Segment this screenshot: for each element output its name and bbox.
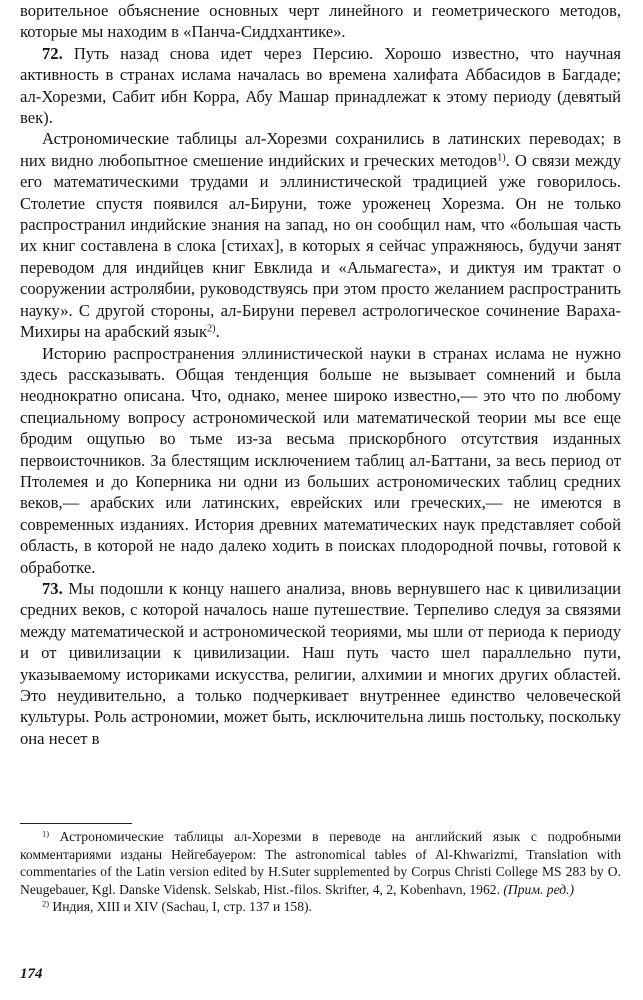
footnote-2 bbox=[20, 898, 621, 916]
paragraph-text: Историю распространения эллинистической науки в странах ислама не нужно здесь рассказывать. Общая тенденция больше не вызывает сомнений и была неоднократно описана. Что, однако, менее широко известно,— это что по любому специальному вопросу астрономической или математической теории мы все еще бродим ощупью во тьме из-за весьма прискорбного отсутствия изданных первоисточников. За блестящим исключением таблиц ал-Баттани, за весь период от Птолемея и до Коперника ни одни из больших астрономических таблиц средних веков,— арабских или латинских, еврейских или греческих,— не имеются в современных изданиях. История древних математических наук представляет собой область, в которой не надо далеко ходить в поисках плодородной почвы, готовой к обработке. bbox=[20, 343, 621, 577]
page-number: 174 bbox=[20, 966, 43, 982]
paragraph-text: . bbox=[215, 322, 220, 342]
paragraph-text: Астрономические таблицы ал-Хорезми сохранились в латинских переводах; в них видно любопытное смешение индийских и греческих методов bbox=[20, 129, 621, 170]
paragraph-hellenistic-science bbox=[20, 343, 621, 578]
paragraph-continuation bbox=[20, 0, 621, 43]
footnote-marker[interactable]: 1) bbox=[497, 152, 506, 164]
paragraph-text: ворительное объяснение основных черт линейного и геометрического методов, которые мы находим в «Панча-Сиддхантике». bbox=[20, 1, 621, 42]
footnote-divider bbox=[20, 823, 132, 824]
footnote-marker[interactable]: 2) bbox=[207, 323, 216, 335]
footnote-text: Индия, XIII и XIV (Sachau, I, стр. 137 и 158). bbox=[52, 899, 312, 915]
section-number: 73. bbox=[42, 578, 63, 598]
main-text bbox=[20, 0, 621, 749]
footnote-label: 2) bbox=[42, 898, 50, 909]
footnotes bbox=[20, 828, 621, 916]
paragraph-section-72 bbox=[20, 43, 621, 129]
editor-note: (Прим. ред.) bbox=[503, 881, 575, 897]
section-number: 72. bbox=[42, 43, 63, 63]
footnote-label: 1) bbox=[42, 828, 50, 839]
footnote-text: Астрономические таблицы ал-Хорезми в переводе на английский язык с подробными комментариями изданы Нейгебауером: The astronomical tables of Al-Khwarizmi, Translation with commentaries of the Latin version edited by H.Suter supplemented by Corpus Christi College MS 283 by O. Neugebauer, Kgl. Danske Vidensk. Selskab, Hist.-filos. Skrifter, 4, 2, Kobenhavn, 1962. bbox=[20, 829, 621, 897]
paragraph-text: . О связи между его математическими трудами и эллинистической традицией уже говорилось. Столетие спустя появился ал-Бируни, тоже уроженец Хорезма. Он не только распространил индийские знания на запад, но он сообщил нам, что «большая часть их книг составлена в слока [стихах], в которых я сейчас упражняюсь, будучи занят переводом для индийцев книг Евклида и «Альмагеста», и диктуя им трактат о сооружении астролябии, руководствуясь при этом просто желанием распространить науку». С другой стороны, ал-Бируни перевел астрологическое сочинение Вараха-Михиры на арабский язык bbox=[20, 150, 621, 342]
paragraph-text: Путь назад снова идет через Персию. Хорошо известно, что научная активность в странах ислама началась во времена халифата Аббасидов в Багдаде; ал-Хорезми, Сабит ибн Корра, Абу Машар принадлежат к этому периоду (девятый век). bbox=[20, 43, 622, 128]
paragraph-al-khwarizmi bbox=[20, 128, 621, 342]
footnote-1 bbox=[20, 828, 621, 898]
paragraph-section-73 bbox=[20, 578, 621, 749]
paragraph-text: Мы подошли к концу нашего анализа, вновь вернувшего нас к цивилизации средних веков, с которой началось наше путешествие. Терпеливо следуя за связями между математической и астрономической теориями, мы шли от периода к периоду и от цивилизации к цивилизации. Наш путь часто шел параллельно пути, указываемому историками искусства, религии, алхимии и многих других областей. Это неудивительно, а только подчеркивает внутреннее единство человеческой культуры. Роль астрономии, может быть, исключительна лишь постольку, поскольку она несет в bbox=[20, 578, 621, 748]
